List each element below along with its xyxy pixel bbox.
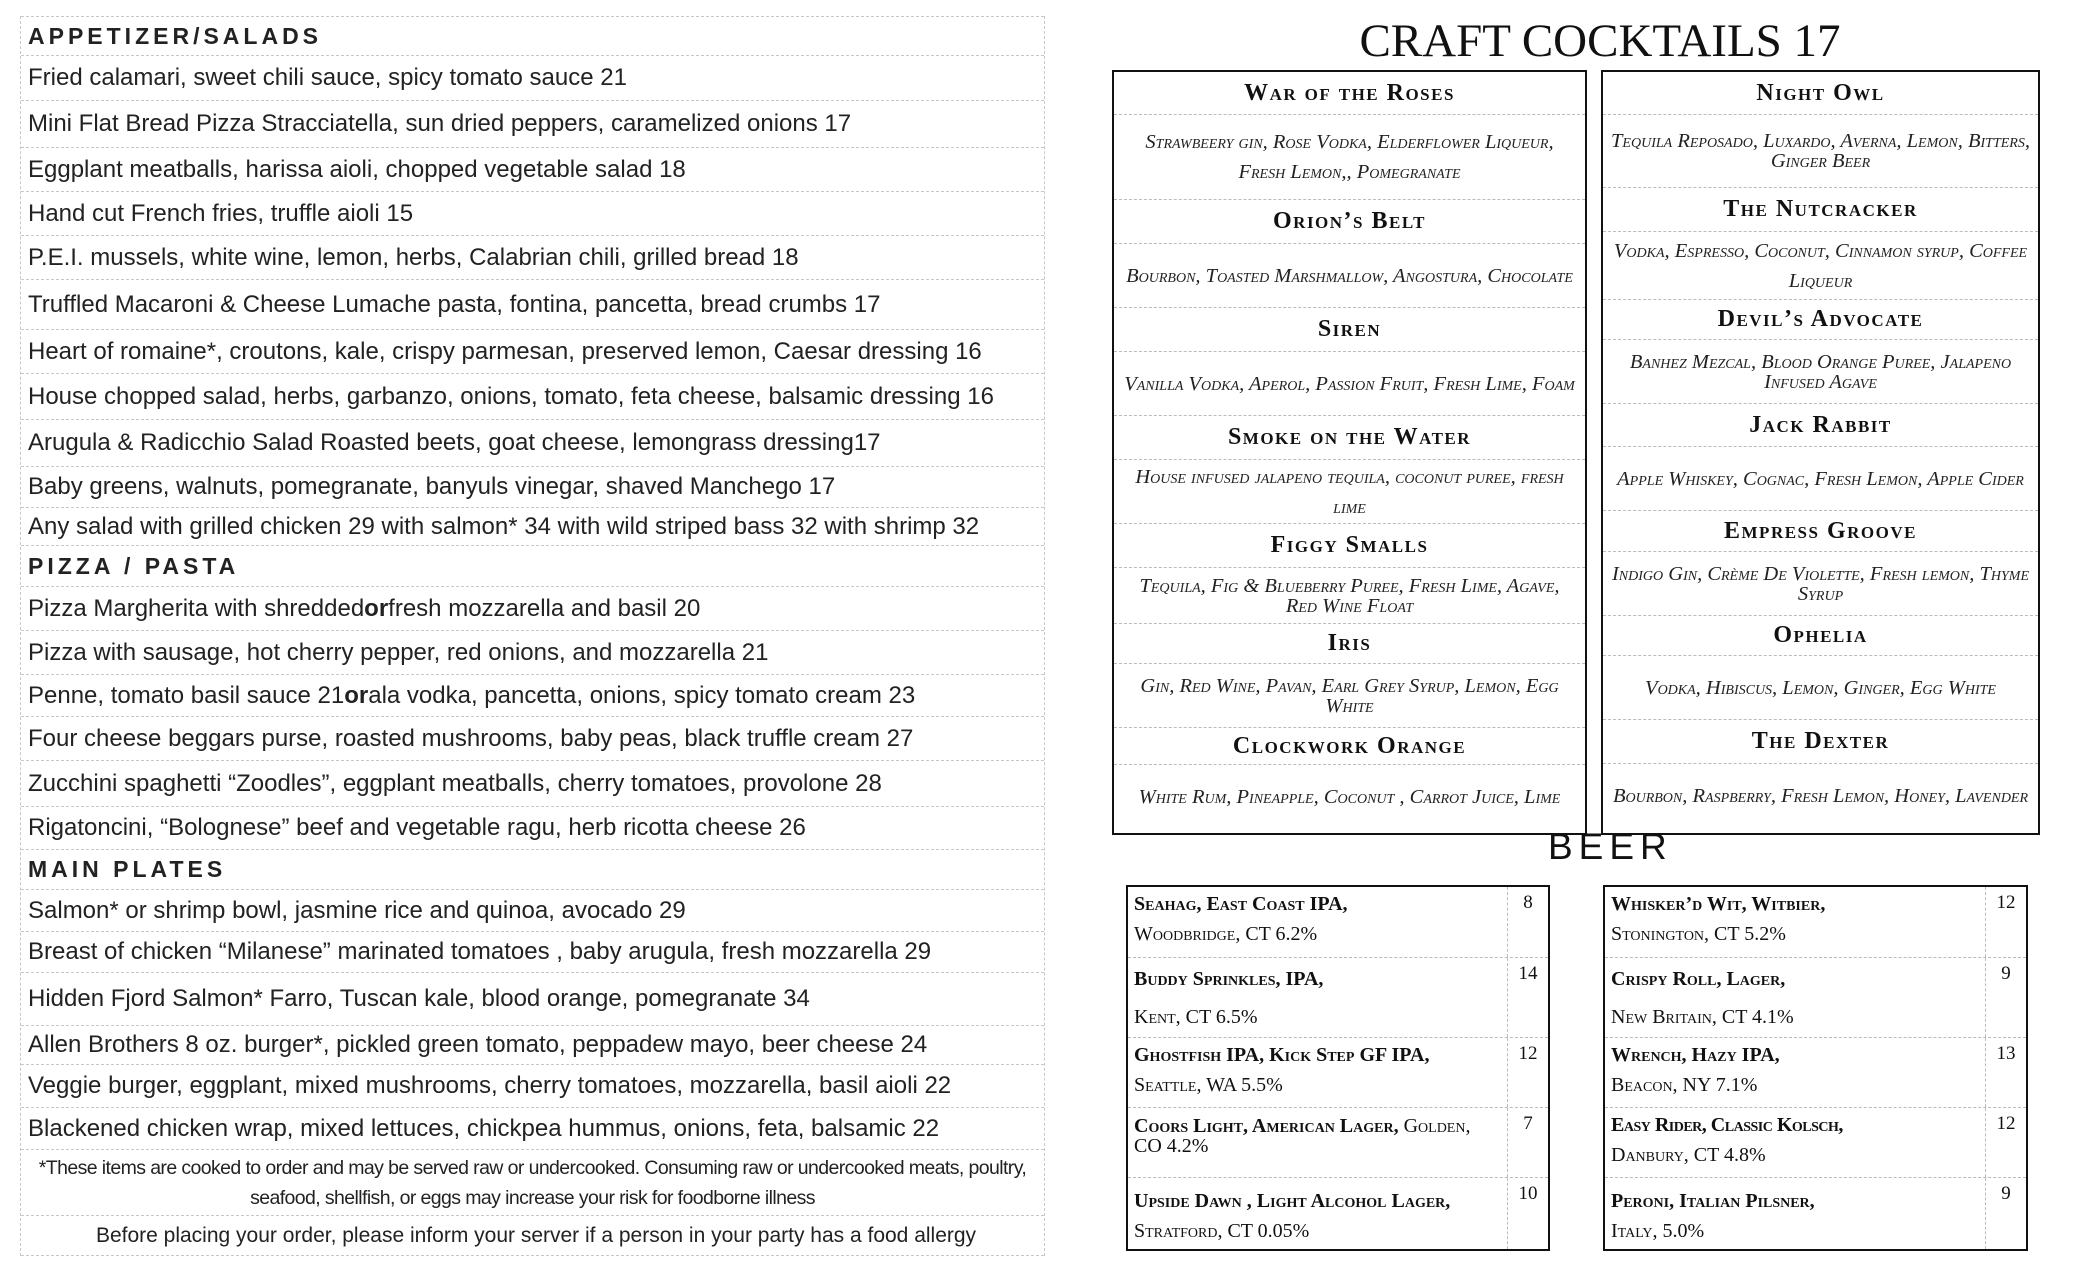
- cocktail-name: The Nutcracker: [1603, 188, 2038, 232]
- menu-item: Blackened chicken wrap, mixed lettuces, chickpea hummus, onions, feta, balsamic 22: [21, 1108, 1044, 1150]
- beer-description: [1128, 1178, 1508, 1249]
- beer-origin: Stonington, CT 5.2%: [1611, 923, 1786, 945]
- beer-list-right: [1603, 885, 2028, 1251]
- beer-price: 14: [1518, 963, 1538, 984]
- cocktail-desc: Indigo Gin, Crème De Violette, Fresh lemon, Thyme Syrup: [1603, 552, 2038, 616]
- menu-item-text: Four cheese beggars purse, roasted mushrooms, baby peas, black truffle cream 27: [28, 724, 914, 752]
- beer-name: Crispy Roll, Lager,: [1611, 968, 1786, 990]
- menu-item: Any salad with grilled chicken 29 with salmon* 34 with wild striped bass 32 with shrimp 32: [21, 508, 1044, 546]
- beer-item: [1605, 1038, 2026, 1108]
- menu-item: Mini Flat Bread Pizza Stracciatella, sun dried peppers, caramelized onions 17: [21, 101, 1044, 148]
- cocktail-name: Ophelia: [1603, 616, 2038, 656]
- beer-item: [1605, 958, 2026, 1038]
- beer-origin: Kent, CT 6.5%: [1134, 1006, 1258, 1028]
- cocktail-desc: House infused jalapeno tequila, coconut puree, fresh lime: [1114, 460, 1585, 524]
- menu-item: Hand cut French fries, truffle aioli 15: [21, 192, 1044, 236]
- beer-description: [1605, 1178, 1986, 1249]
- cocktail-name: Orion’s Belt: [1114, 200, 1585, 244]
- menu-item: [21, 807, 1044, 850]
- menu-item-text: ala vodka, pancetta, onions, spicy tomato cream 23: [368, 681, 916, 709]
- beer-price: 12: [1996, 892, 2016, 913]
- beer-origin: Woodbridge, CT 6.2%: [1134, 923, 1318, 945]
- menu-item: Eggplant meatballs, harissa aioli, chopped vegetable salad 18: [21, 148, 1044, 192]
- beer-origin: Stratford, CT 0.05%: [1134, 1220, 1310, 1242]
- cocktail-desc: Tequila Reposado, Luxardo, Averna, Lemon, Bitters, Ginger Beer: [1603, 115, 2038, 188]
- beer-item: [1128, 1038, 1548, 1108]
- menu-item-text: Zucchini spaghetti “Zoodles”, eggplant meatballs, cherry tomatoes, provolone 28: [28, 769, 882, 797]
- beer-item: [1128, 1108, 1548, 1178]
- cocktail-desc: Apple Whiskey, Cognac, Fresh Lemon, Apple Cider: [1603, 447, 2038, 511]
- beer-origin: Italy, 5.0%: [1611, 1220, 1705, 1242]
- cocktail-desc: Bourbon, Toasted Marshmallow, Angostura, Chocolate: [1114, 244, 1585, 308]
- beer-name: Upside Dawn , Light Alcohol Lager,: [1134, 1190, 1451, 1212]
- menu-item: Truffled Macaroni & Cheese Lumache pasta, fontina, pancetta, bread crumbs 17: [21, 280, 1044, 330]
- beer-list-left: [1126, 885, 1550, 1251]
- menu-item-or: or: [344, 681, 369, 709]
- pizza-pasta-list: [21, 587, 1044, 850]
- menu-item: Salmon* or shrimp bowl, jasmine rice and quinoa, avocado 29: [21, 890, 1044, 932]
- beer-description: [1128, 887, 1508, 957]
- menu-item-text: Pizza Margherita with shredded: [28, 594, 365, 622]
- beer-description: [1128, 958, 1508, 1037]
- menu-item-text: Rigatoncini, “Bolognese” beef and vegetable ragu, herb ricotta cheese 26: [28, 814, 806, 841]
- cocktails-title: CRAFT COCKTAILS 17: [1359, 15, 1841, 67]
- beer-item: [1128, 887, 1548, 958]
- beer-name: Peroni, Italian Pilsner,: [1611, 1190, 1815, 1212]
- raw-food-warning: *These items are cooked to order and may be served raw or undercooked. Consuming raw or undercooked meats, poultry, seafood, shellfish, or eggs may increase your risk for foodborne illness: [21, 1150, 1044, 1216]
- beer-origin: Beacon, NY 7.1%: [1611, 1074, 1758, 1096]
- beer-description: [1128, 1108, 1508, 1177]
- beer-name: Whisker’d Wit, Witbier,: [1611, 893, 1826, 915]
- menu-item-or: or: [364, 594, 389, 622]
- menu-item: P.E.I. mussels, white wine, lemon, herbs, Calabrian chili, grilled bread 18: [21, 236, 1044, 280]
- cocktail-name: Siren: [1114, 308, 1585, 352]
- beer-name: Ghostfish IPA, Kick Step GF IPA,: [1134, 1044, 1430, 1066]
- section-heading-pizza-pasta: PIZZA / PASTA: [21, 546, 1044, 587]
- menu-item: Breast of chicken “Milanese” marinated tomatoes , baby arugula, fresh mozzarella 29: [21, 932, 1044, 973]
- beer-item: [1128, 1178, 1548, 1249]
- beer-item: [1128, 958, 1548, 1038]
- section-heading-appetizers: APPETIZER/SALADS: [21, 16, 1044, 56]
- beer-price: 12: [1996, 1113, 2016, 1134]
- beer-price: 9: [2001, 963, 2011, 984]
- main-plates-list: [21, 890, 1044, 1150]
- cocktail-name: Night Owl: [1603, 72, 2038, 115]
- beer-description: [1128, 1038, 1508, 1107]
- beer-price: 10: [1518, 1183, 1538, 1204]
- cocktail-name: Devil’s Advocate: [1603, 300, 2038, 340]
- beer-origin: Seattle, WA 5.5%: [1134, 1074, 1283, 1096]
- beer-description: [1605, 887, 1986, 957]
- menu-item: Veggie burger, eggplant, mixed mushrooms, cherry tomatoes, mozzarella, basil aioli 22: [21, 1065, 1044, 1108]
- menu-item: Fried calamari, sweet chili sauce, spicy tomato sauce 21: [21, 56, 1044, 101]
- cocktail-desc: Vodka, Espresso, Coconut, Cinnamon syrup, Coffee Liqueur: [1603, 232, 2038, 300]
- cocktail-name: Clockwork Orange: [1114, 728, 1585, 765]
- cocktail-list-right: [1601, 70, 2040, 835]
- beer-name: Easy Rider, Classic Kolsch,: [1611, 1114, 1843, 1136]
- menu-item: [21, 717, 1044, 761]
- beer-name: Wrench, Hazy IPA,: [1611, 1044, 1780, 1066]
- beer-title: BEER: [1548, 826, 1673, 867]
- beer-price: 8: [1523, 892, 1533, 913]
- beer-item: [1605, 887, 2026, 958]
- menu-item: [21, 761, 1044, 807]
- menu-item: [21, 675, 1044, 717]
- food-menu-list: [20, 16, 1045, 1256]
- menu-item-text: Penne, tomato basil sauce 21: [28, 681, 345, 709]
- menu-item: Allen Brothers 8 oz. burger*, pickled green tomato, peppadew mayo, beer cheese 24: [21, 1026, 1044, 1065]
- beer-origin: Danbury, CT 4.8%: [1611, 1144, 1766, 1166]
- cocktail-name: Empress Groove: [1603, 511, 2038, 552]
- menu-item: Heart of romaine*, croutons, kale, crispy parmesan, preserved lemon, Caesar dressing 16: [21, 330, 1044, 374]
- beer-origin: Golden, CO 4.2%: [1134, 1115, 1471, 1157]
- appetizer-list: [21, 56, 1044, 546]
- beer-price: 9: [2001, 1183, 2011, 1204]
- cocktail-desc: Vodka, Hibiscus, Lemon, Ginger, Egg White: [1603, 656, 2038, 720]
- cocktail-list-left: [1112, 70, 1587, 835]
- cocktail-desc: Gin, Red Wine, Pavan, Earl Grey Syrup, Lemon, Egg White: [1114, 664, 1585, 728]
- cocktail-name: Jack Rabbit: [1603, 404, 2038, 447]
- food-menu: [20, 16, 1045, 1256]
- cocktail-desc: Banhez Mezcal, Blood Orange Puree, Jalapeno Infused Agave: [1603, 340, 2038, 404]
- allergy-notice: Before placing your order, please inform your server if a person in your party has a food allergy: [21, 1216, 1044, 1256]
- menu-item: [21, 631, 1044, 675]
- beer-description: [1605, 1038, 1986, 1107]
- cocktail-name: Iris: [1114, 624, 1585, 664]
- cocktail-name: Figgy Smalls: [1114, 524, 1585, 568]
- cocktail-desc: Vanilla Vodka, Aperol, Passion Fruit, Fresh Lime, Foam: [1114, 352, 1585, 416]
- beer-price: 7: [1523, 1113, 1533, 1134]
- cocktail-name: War of the Roses: [1114, 72, 1585, 115]
- cocktail-desc: Bourbon, Raspberry, Fresh Lemon, Honey, Lavender: [1612, 785, 2029, 807]
- beer-name: Buddy Sprinkles, IPA,: [1134, 968, 1324, 990]
- menu-item-text: Pizza with sausage, hot cherry pepper, red onions, and mozzarella 21: [28, 638, 769, 666]
- beer-item: [1605, 1108, 2026, 1178]
- beer-item: [1605, 1178, 2026, 1249]
- cocktail-name: The Dexter: [1603, 720, 2038, 764]
- cocktail-desc: Strawbeery gin, Rose Vodka, Elderflower Liqueur, Fresh Lemon,, Pomegranate: [1114, 115, 1585, 200]
- menu-item: Arugula & Radicchio Salad Roasted beets, goat cheese, lemongrass dressing17: [21, 420, 1044, 467]
- menu-item: Hidden Fjord Salmon* Farro, Tuscan kale, blood orange, pomegranate 34: [21, 973, 1044, 1026]
- cocktail-desc: White Rum, Pineapple, Coconut , Carrot Juice, Lime: [1138, 786, 1561, 808]
- beer-description: [1605, 1108, 1986, 1177]
- beer-price: 13: [1996, 1043, 2016, 1064]
- menu-item: [21, 587, 1044, 631]
- menu-item: House chopped salad, herbs, garbanzo, onions, tomato, feta cheese, balsamic dressing 16: [21, 374, 1044, 420]
- beer-name: Coors Light, American Lager,: [1134, 1115, 1399, 1137]
- cocktail-desc: Tequila, Fig & Blueberry Puree, Fresh Lime, Agave, Red Wine Float: [1114, 568, 1585, 624]
- section-heading-main-plates: MAIN PLATES: [21, 850, 1044, 890]
- beer-price: 12: [1518, 1043, 1538, 1064]
- beer-description: [1605, 958, 1986, 1037]
- beer-name: Seahag, East Coast IPA,: [1134, 893, 1348, 915]
- menu-item-text: fresh mozzarella and basil 20: [388, 594, 701, 622]
- menu-item: Baby greens, walnuts, pomegranate, banyuls vinegar, shaved Manchego 17: [21, 467, 1044, 508]
- beer-origin: New Britain, CT 4.1%: [1611, 1006, 1794, 1028]
- cocktail-name: Smoke on the Water: [1114, 416, 1585, 460]
